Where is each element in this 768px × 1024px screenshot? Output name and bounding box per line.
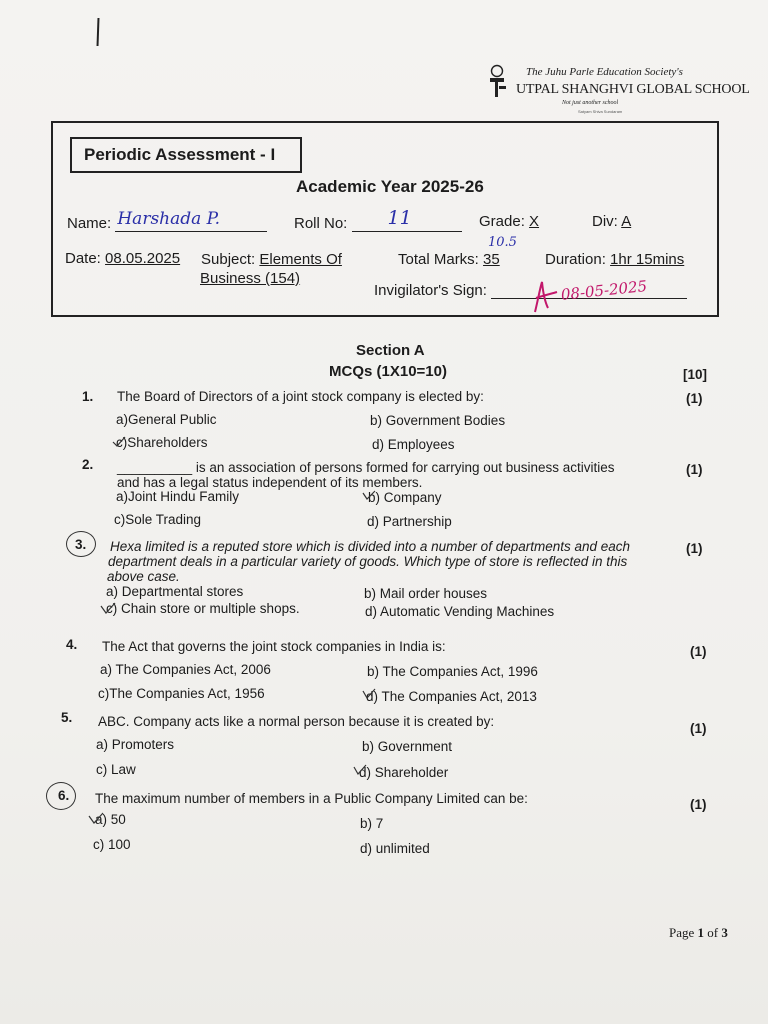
- question-text-line3: above case.: [107, 569, 180, 584]
- option-a[interactable]: a)Joint Hindu Family: [116, 489, 240, 504]
- option-b[interactable]: b) The Companies Act, 1996: [367, 664, 538, 679]
- total-marks-row: [398, 251, 500, 268]
- question-marks: (1): [686, 541, 703, 556]
- total-marks-value: 35: [483, 251, 500, 268]
- question-text: The Board of Directors of a joint stock company is elected by:: [117, 389, 484, 404]
- option-a[interactable]: a) 50: [95, 812, 126, 827]
- duration-label: Duration:: [545, 251, 606, 268]
- page-of: of: [707, 925, 719, 940]
- page-total: 3: [721, 925, 728, 940]
- school-name: UTPAL SHANGHVI GLOBAL SCHOOL: [516, 82, 750, 97]
- option-d[interactable]: d) The Companies Act, 2013: [366, 689, 537, 704]
- question-text: The Act that governs the joint stock companies in India is:: [102, 639, 446, 654]
- question-number: 3.: [75, 537, 87, 552]
- option-c[interactable]: c) Chain store or multiple shops.: [106, 601, 300, 616]
- option-c[interactable]: c) 100: [93, 837, 131, 852]
- page-word: Page: [669, 925, 695, 940]
- option-a[interactable]: a) The Companies Act, 2006: [100, 662, 271, 677]
- question-text-line1: __________ is an association of persons formed for carrying out business activities: [117, 460, 615, 475]
- tick-mark-icon: [362, 688, 376, 700]
- grade-row: [479, 213, 539, 230]
- option-c[interactable]: c)Shareholders: [116, 435, 208, 450]
- option-b[interactable]: b) Government Bodies: [370, 413, 506, 428]
- duration-row: [545, 251, 684, 268]
- grade-label: Grade:: [479, 213, 525, 230]
- school-motto: Satyam Shiva Sundaram: [578, 109, 623, 114]
- section-marks: [10]: [683, 367, 708, 382]
- option-a[interactable]: a) Promoters: [96, 737, 175, 752]
- question-marks: (1): [690, 644, 707, 659]
- question-text-line1: Hexa limited is a reputed store which is divided into a number of departments and each: [110, 539, 631, 554]
- page-number: [669, 925, 728, 941]
- question-marks: (1): [686, 391, 703, 406]
- school-crest-icon: [486, 64, 508, 98]
- question-marks: (1): [686, 462, 703, 477]
- option-b[interactable]: b) 7: [360, 816, 384, 831]
- page-current: 1: [697, 925, 705, 940]
- div-row: [592, 213, 631, 230]
- name-field[interactable]: [115, 209, 267, 232]
- invigilator-signature: [530, 278, 560, 318]
- academic-year: Academic Year 2025-26: [296, 177, 484, 196]
- question-marks: (1): [690, 721, 707, 736]
- grade-value: X: [529, 213, 540, 230]
- roll-field[interactable]: [352, 207, 462, 232]
- duration-value: 1hr 15mins: [610, 251, 685, 268]
- tick-mark-icon: [100, 602, 116, 616]
- school-tagline: Not just another school: [562, 100, 619, 106]
- date-label: Date:: [65, 250, 101, 267]
- option-c[interactable]: c)Sole Trading: [114, 512, 202, 527]
- name-row: [67, 209, 267, 232]
- name-label: Name:: [67, 215, 112, 232]
- option-b[interactable]: b) Company: [368, 490, 442, 505]
- date-value: 08.05.2025: [105, 250, 181, 267]
- score-handwritten: 10.5: [488, 235, 517, 250]
- invigilator-sign-date: 08-05-2025: [560, 276, 648, 304]
- name-value: Harshada P.: [117, 209, 221, 229]
- option-c[interactable]: c)The Companies Act, 1956: [98, 686, 265, 701]
- society-name: The Juhu Parle Education Society's: [526, 66, 683, 78]
- div-label: Div:: [592, 213, 618, 230]
- option-a[interactable]: a) Departmental stores: [106, 584, 244, 599]
- question-number: 5.: [61, 710, 73, 725]
- assessment-title: Periodic Assessment - I: [70, 137, 302, 173]
- date-row: [65, 250, 180, 267]
- roll-value: 11: [387, 207, 412, 229]
- question-number: 2.: [82, 457, 94, 472]
- subject-value-line1: Elements Of: [259, 251, 342, 268]
- question-number: 1.: [82, 389, 94, 404]
- question-text-line2: department deals in a particular variety of goods. Which type of store is reflected in this: [108, 554, 628, 569]
- section-title: Section A: [356, 342, 425, 359]
- subject-label: Subject:: [201, 251, 256, 268]
- option-b[interactable]: b) Government: [362, 739, 453, 754]
- div-value: A: [621, 213, 632, 230]
- option-d[interactable]: d) Partnership: [367, 514, 452, 529]
- total-marks-label: Total Marks:: [398, 251, 479, 268]
- option-d[interactable]: d) Automatic Vending Machines: [365, 604, 555, 619]
- tick-mark-icon: [88, 812, 104, 826]
- invigilator-label: Invigilator's Sign:: [374, 282, 487, 299]
- option-b[interactable]: b) Mail order houses: [364, 586, 488, 601]
- option-d[interactable]: d) unlimited: [360, 841, 430, 856]
- option-d[interactable]: d) Shareholder: [359, 765, 449, 780]
- question-text: ABC. Company acts like a normal person because it is created by:: [98, 714, 495, 729]
- question-text: The maximum number of members in a Public Company Limited can be:: [95, 791, 528, 806]
- question-number: 4.: [66, 637, 78, 652]
- roll-label: Roll No:: [294, 215, 348, 232]
- subject-value-line2: Business (154): [200, 270, 301, 287]
- subject-row: [201, 251, 342, 268]
- tick-mark-icon: [112, 436, 126, 448]
- tick-mark-icon: [362, 490, 376, 502]
- school-logo: [486, 62, 750, 122]
- roll-row: [294, 207, 462, 232]
- section-subtitle: MCQs (1X10=10): [329, 363, 447, 380]
- question-text-line2: and has a legal status independent of its members.: [117, 475, 423, 490]
- question-number: 6.: [58, 788, 70, 803]
- option-d[interactable]: d) Employees: [372, 437, 455, 452]
- question-marks: (1): [690, 797, 707, 812]
- tick-mark-icon: [353, 764, 367, 776]
- option-a[interactable]: a)General Public: [116, 412, 217, 427]
- option-c[interactable]: c) Law: [96, 762, 136, 777]
